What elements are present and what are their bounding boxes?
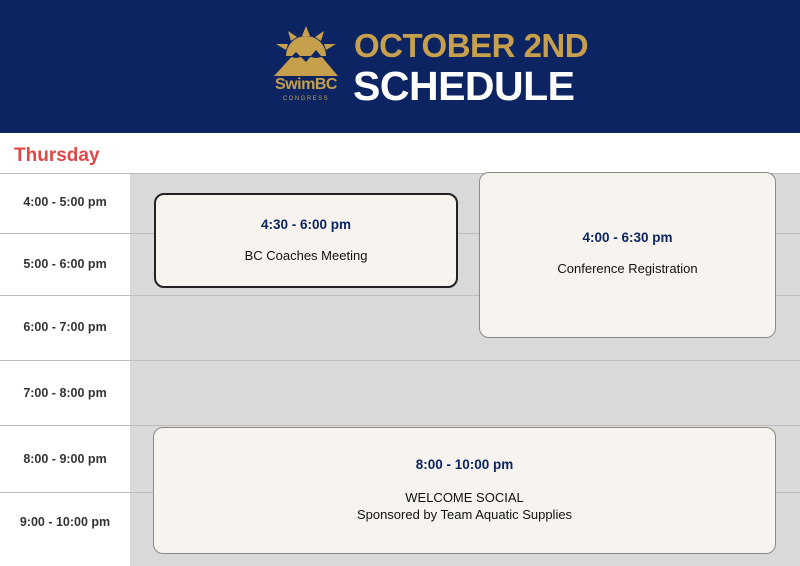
- event-title: BC Coaches Meeting: [244, 248, 368, 263]
- event-title: WELCOME SOCIAL: [405, 490, 524, 505]
- logo-sub-text: CONGRESS: [282, 96, 330, 102]
- swimbc-logo: [272, 26, 340, 110]
- header-banner: [0, 0, 800, 133]
- event-card-welcome-social[interactable]: [153, 427, 776, 554]
- grid-line: [0, 360, 800, 361]
- time-slot-label: 8:00 - 9:00 pm: [23, 452, 107, 466]
- time-slot-label: 6:00 - 7:00 pm: [23, 320, 107, 334]
- event-time: 8:00 - 10:00 pm: [415, 457, 514, 472]
- logo-name-text: SwimBC: [275, 76, 337, 93]
- event-card-conference-registration[interactable]: [479, 172, 776, 338]
- day-heading: Thursday: [14, 145, 100, 166]
- event-time: 4:00 - 6:30 pm: [582, 230, 673, 245]
- title-schedule: SCHEDULE: [353, 63, 575, 109]
- time-slot-label: 4:00 - 5:00 pm: [23, 195, 107, 209]
- event-time: 4:30 - 6:00 pm: [260, 217, 352, 232]
- time-slot-label: 9:00 - 10:00 pm: [19, 515, 111, 529]
- time-slot-label: 7:00 - 8:00 pm: [23, 386, 107, 400]
- sun-mountain-logo-icon: [272, 26, 340, 78]
- event-card-coaches-meeting[interactable]: [154, 193, 458, 288]
- schedule-grid: [0, 173, 800, 566]
- time-column: [0, 173, 130, 566]
- time-slot-label: 5:00 - 6:00 pm: [23, 257, 107, 271]
- title-date: OCTOBER 2ND: [354, 27, 589, 64]
- event-title: Conference Registration: [557, 261, 698, 276]
- grid-line: [0, 425, 800, 426]
- event-subtitle: Sponsored by Team Aquatic Supplies: [356, 507, 573, 522]
